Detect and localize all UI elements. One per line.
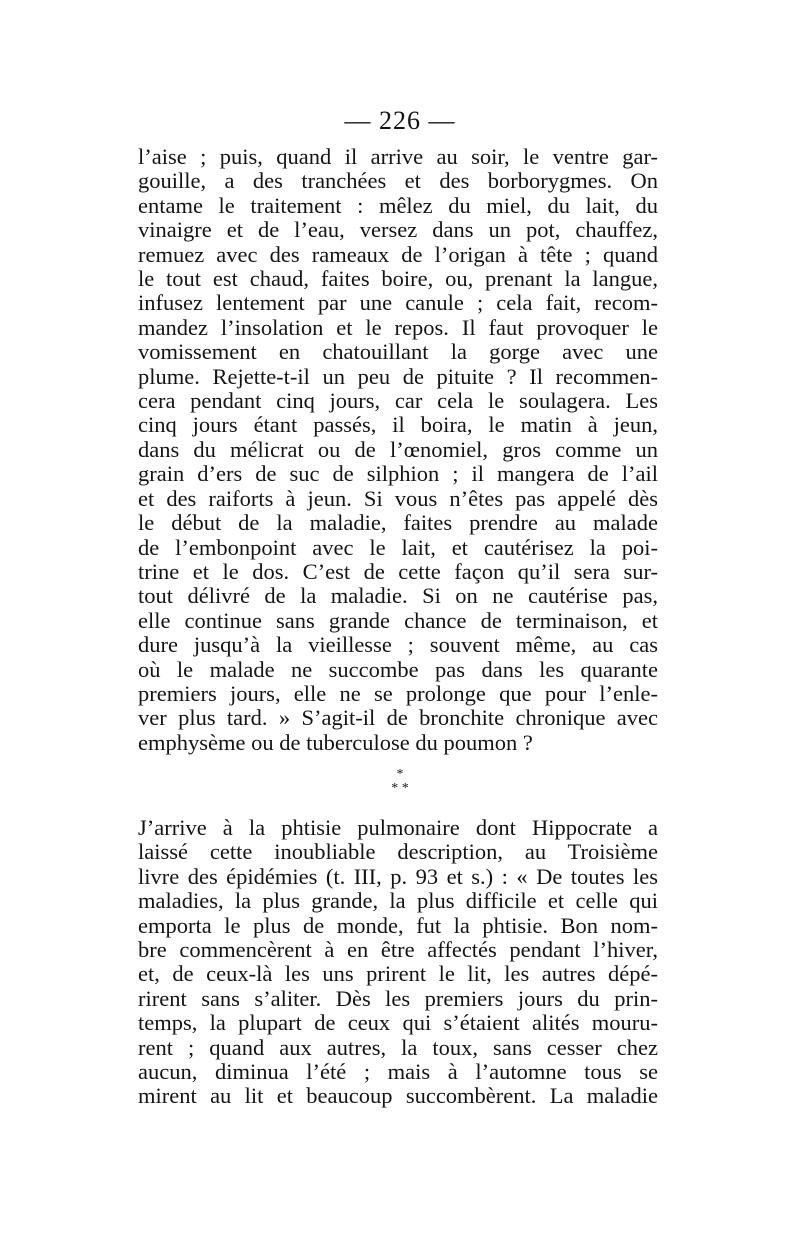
text-line: dans du mélicrat ou de l’œnomiel, gros comme un	[138, 436, 658, 462]
paragraph-hippocratic-treatment	[138, 145, 658, 755]
asterism-top: *	[396, 767, 404, 782]
text-line: vomissement en chatouillant la gorge avec une	[138, 339, 658, 365]
text-line: aucun, diminua l’été ; mais à l’automne tous se	[138, 1059, 658, 1085]
text-line: emporta le plus de monde, fut la phtisie. Bon nom-	[138, 912, 658, 938]
asterism-bottom: * *	[391, 781, 409, 796]
text-line: rirent sans s’aliter. Dès les premiers jours du prin-	[138, 985, 658, 1011]
text-line: gouille, a des tranchées et des borborygmes. On	[138, 168, 658, 194]
text-line: rent ; quand aux autres, la toux, sans cesser chez	[138, 1034, 658, 1060]
text-line: mandez l’insolation et le repos. Il faut provoquer le	[138, 314, 658, 340]
text-line: dure jusqu’à la vieillesse ; souvent même, au cas	[138, 632, 658, 658]
text-line: cinq jours étant passés, il boira, le matin à jeun,	[138, 412, 658, 438]
text-line: temps, la plupart de ceux qui s’étaient alités mouru-	[138, 1010, 658, 1036]
text-line: et, de ceux-là les uns prirent le lit, les autres dépé-	[138, 961, 658, 987]
page-number: — 226 —	[344, 106, 456, 135]
text-line: le début de la maladie, faites prendre au malade	[138, 510, 658, 536]
text-line: vinaigre et de l’eau, versez dans un pot, chauffez,	[138, 217, 658, 243]
text-line: laissé cette inoubliable description, au Troisième	[138, 839, 658, 865]
text-line: plume. Rejette-t-il un peu de pituite ? Il recommen-	[138, 363, 658, 389]
text-line: ver plus tard. » S’agit-il de bronchite chronique avec	[138, 705, 658, 731]
text-line: bre commencèrent à en être affectés pendant l’hiver,	[138, 937, 658, 963]
text-line: cera pendant cinq jours, car cela le soulagera. Les	[138, 388, 658, 414]
text-line: J’arrive à la phtisie pulmonaire dont Hippocrate a	[138, 815, 658, 840]
text-line: tout délivré de la maladie. Si on ne cautérise pas,	[138, 583, 658, 609]
text-line: le tout est chaud, faites boire, ou, prenant la langue,	[138, 266, 658, 292]
paragraph-pulmonary-phthisis	[138, 816, 658, 1109]
text-line: premiers jours, elle ne se prolonge que pour l’enle-	[138, 680, 658, 706]
text-line: et des raiforts à jeun. Si vous n’êtes pas appelé dès	[138, 485, 658, 511]
text-line: remuez avec des rameaux de l’origan à tête ; quand	[138, 241, 658, 267]
text-line: mirent au lit et beaucoup succombèrent. La maladie	[138, 1083, 658, 1109]
asterism-separator	[0, 768, 800, 796]
text-line: elle continue sans grande chance de terminaison, et	[138, 607, 658, 633]
text-line: grain d’ers de suc de silphion ; il mangera de l’ail	[138, 461, 658, 487]
text-line: livre des épidémies (t. III, p. 93 et s.) : « De toutes les	[138, 863, 658, 889]
text-line: trine et le dos. C’est de cette façon qu’il sera sur-	[138, 558, 658, 584]
text-line: l’aise ; puis, quand il arrive au soir, le ventre gar-	[138, 144, 658, 169]
text-line: emphysème ou de tuberculose du poumon ?	[138, 729, 533, 755]
text-line: de l’embonpoint avec le lait, et cautérisez la poi-	[138, 534, 658, 560]
text-line: où le malade ne succombe pas dans les quarante	[138, 656, 658, 682]
text-line: entame le traitement : mêlez du miel, du lait, du	[138, 192, 658, 218]
text-line: infusez lentement par une canule ; cela fait, recom-	[138, 290, 658, 316]
text-line: maladies, la plus grande, la plus difficile et celle qui	[138, 888, 658, 914]
